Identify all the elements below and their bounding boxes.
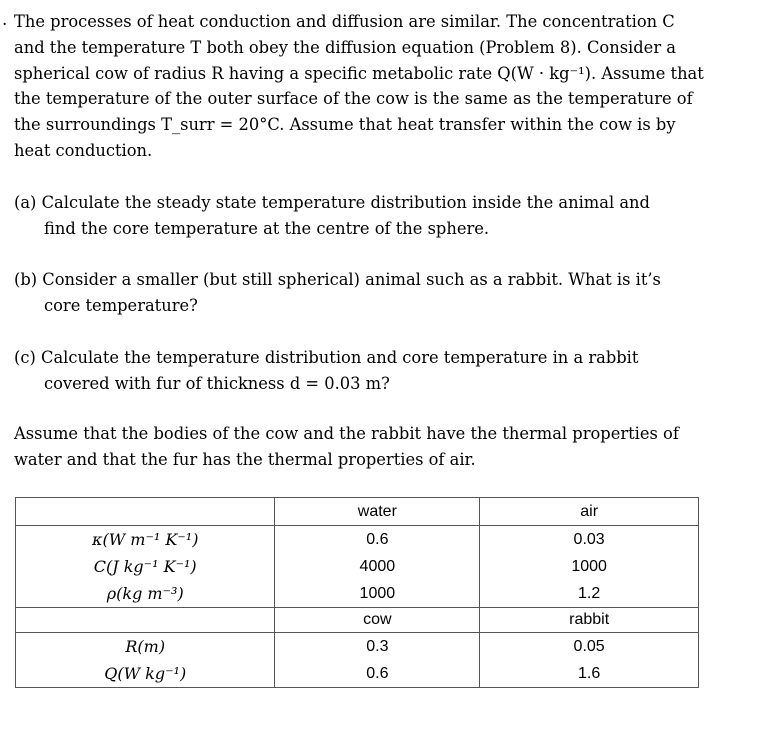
question-part-a xyxy=(14,190,714,242)
part-a-line1: (a) Calculate the steady state temperature distribution inside the animal and xyxy=(14,193,650,212)
table-cell xyxy=(16,608,275,633)
table-cell: 0.05 xyxy=(480,633,699,661)
table-cell: rabbit xyxy=(480,608,699,633)
table-cell: water xyxy=(275,498,480,526)
table-cell: 1000 xyxy=(275,580,480,608)
table-cell: Q(W kg⁻¹) xyxy=(16,660,275,688)
part-b-line2: core temperature? xyxy=(44,296,198,315)
table-row xyxy=(16,660,699,688)
table-cell: C(J kg⁻¹ K⁻¹) xyxy=(16,553,275,580)
table-cell: 0.3 xyxy=(275,633,480,661)
table-cell: ρ(kg m⁻³) xyxy=(16,580,275,608)
assumption-text: Assume that the bodies of the cow and the rabbit have the thermal properties of water and that the fur has the thermal properties of air. xyxy=(14,424,679,469)
table-row xyxy=(16,553,699,580)
properties-table xyxy=(15,497,699,688)
table-cell: 1.2 xyxy=(480,580,699,608)
table-cell xyxy=(16,498,275,526)
table-cell: 4000 xyxy=(275,553,480,580)
question-part-c xyxy=(14,345,714,397)
table-cell: 0.03 xyxy=(480,526,699,554)
table-cell: 0.6 xyxy=(275,660,480,688)
table-cell: air xyxy=(480,498,699,526)
part-b-line1: (b) Consider a smaller (but still spherical) animal such as a rabbit. What is it’s xyxy=(14,270,661,289)
question-part-b xyxy=(14,267,714,319)
table-row xyxy=(16,580,699,608)
table-header-row xyxy=(16,498,699,526)
table-cell: cow xyxy=(275,608,480,633)
table-cell: R(m) xyxy=(16,633,275,661)
table-cell: κ(W m⁻¹ K⁻¹) xyxy=(16,526,275,554)
problem-intro: The processes of heat conduction and diffusion are similar. The concentration C and the temperature T both obey the diffusion equation (Problem 8). Consider a spherical cow of radius R having a specific metabolic rate Q(W · kg⁻¹). Assume that the temperature of the outer surface of the cow is the same as the temperature of the surroundings T_surr = 20°C. Assume that heat transfer within the cow is by heat conduction. xyxy=(14,12,704,160)
part-c-line2: covered with fur of thickness d = 0.03 m? xyxy=(44,374,390,393)
table-header-row xyxy=(16,608,699,633)
part-a-line2: find the core temperature at the centre of the sphere. xyxy=(44,219,490,238)
table-row xyxy=(16,526,699,554)
table-cell: 1.6 xyxy=(480,660,699,688)
list-bullet: . xyxy=(2,10,8,30)
table-cell: 0.6 xyxy=(275,526,480,554)
part-c-line1: (c) Calculate the temperature distribution and core temperature in a rabbit xyxy=(14,348,639,367)
table-cell: 1000 xyxy=(480,553,699,580)
table-row xyxy=(16,633,699,661)
